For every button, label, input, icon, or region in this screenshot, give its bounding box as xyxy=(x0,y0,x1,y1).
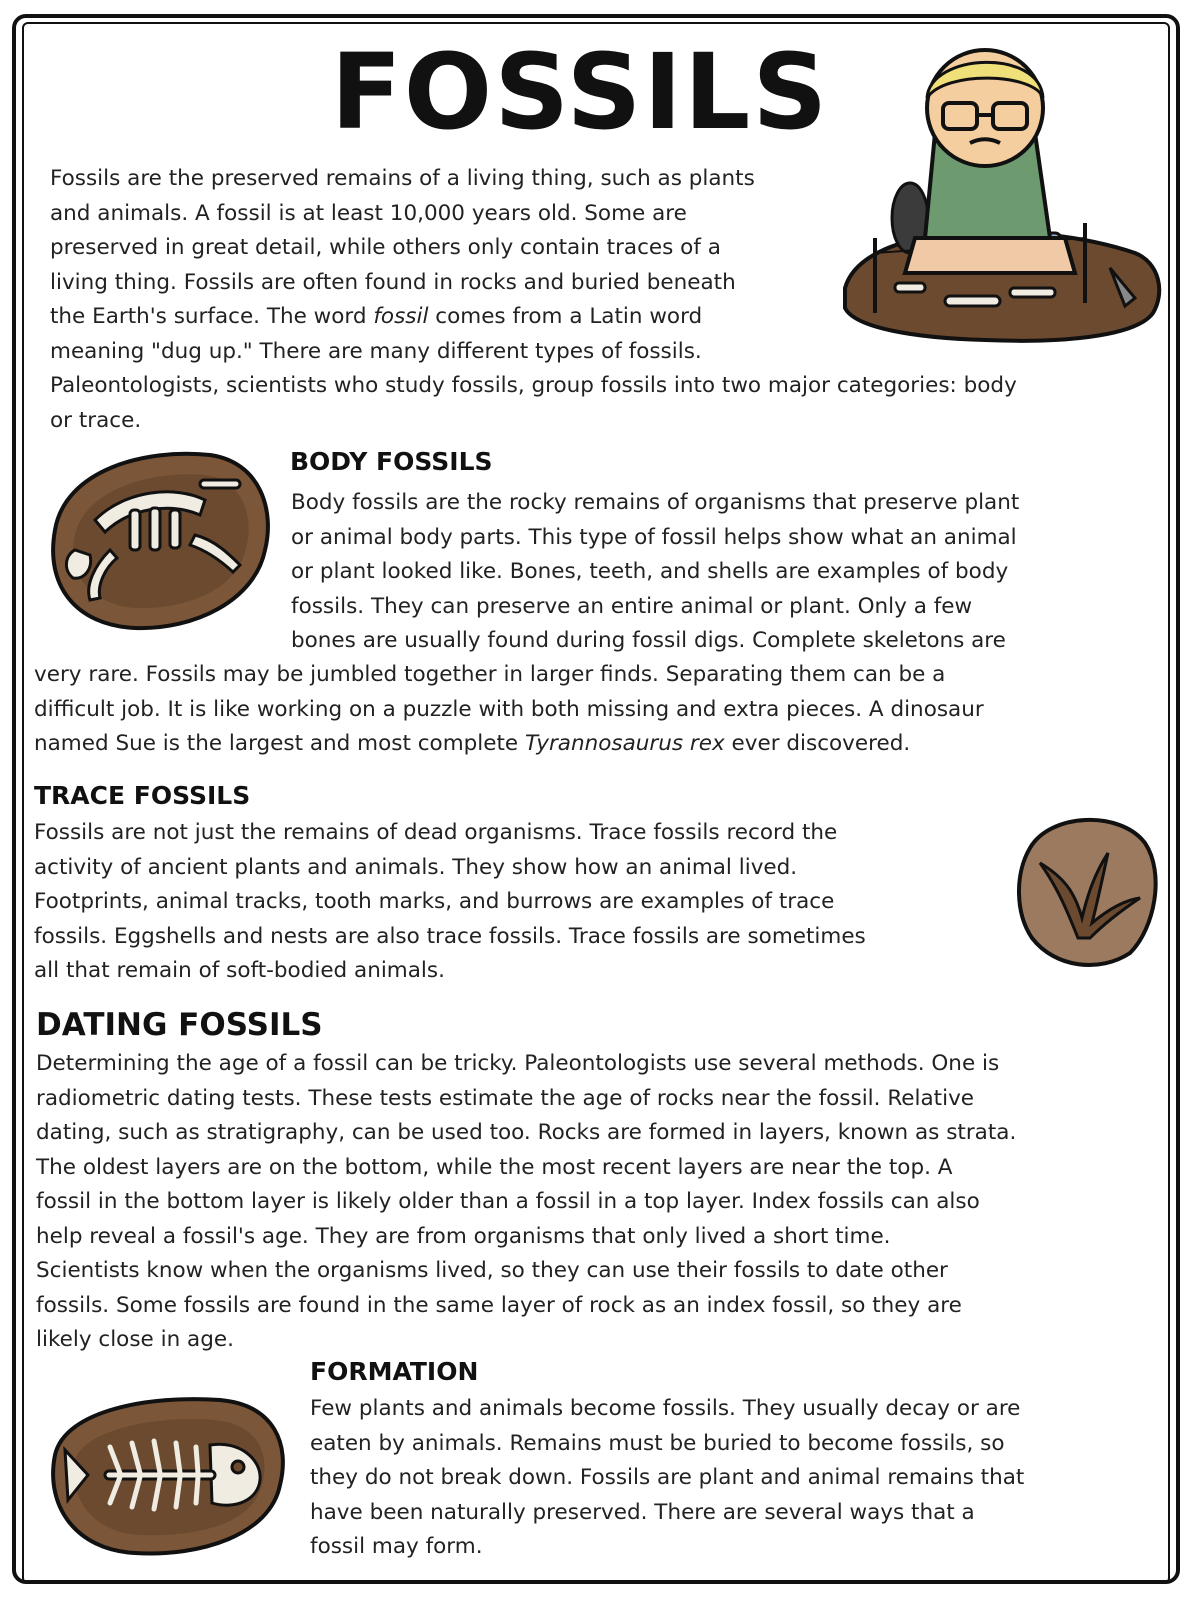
formation-line: fossil may form. xyxy=(310,1534,483,1559)
body-fossils-line: fossils. They can preserve an entire animal or plant. Only a few xyxy=(291,593,973,619)
body-fossils-paragraph-bottom xyxy=(34,658,1160,762)
dating-fossils-heading: DATING FOSSILS xyxy=(36,1007,323,1043)
dinosaur-skeleton-illustration xyxy=(35,440,275,640)
intro-line: Fossils are the preserved remains of a living thing, such as plants xyxy=(50,166,755,191)
fish-fossil-illustration xyxy=(40,1385,295,1565)
dating-fossils-line: fossils. Some fossils are found in the same layer of rock as an index fossil, so they are xyxy=(36,1292,962,1318)
trace-fossils-paragraph xyxy=(34,816,1024,989)
formation-line: eaten by animals. Remains must be buried to become fossils, so xyxy=(310,1430,1005,1456)
intro-line: meaning "dug up." There are many different types of fossils. xyxy=(50,338,702,364)
footprint-illustration xyxy=(1010,808,1160,968)
body-fossils-line: bones are usually found during fossil digs. Complete skeletons are xyxy=(291,628,1006,653)
trace-fossils-line: Fossils are not just the remains of dead organisms. Trace fossils record the xyxy=(34,820,838,845)
trace-fossils-line: activity of ancient plants and animals. They show how an animal lived. xyxy=(34,854,798,880)
dating-fossils-line: Determining the age of a fossil can be tricky. Paleontologists use several methods. One is xyxy=(36,1051,1000,1076)
intro-italic-word: fossil xyxy=(373,304,429,329)
trace-fossils-heading: TRACE FOSSILS xyxy=(34,781,251,810)
dating-fossils-line: radiometric dating tests. These tests estimate the age of rocks near the fossil. Relative xyxy=(36,1085,975,1111)
intro-paragraph xyxy=(50,162,1140,438)
trace-fossils-line: all that remain of soft-bodied animals. xyxy=(34,958,445,983)
intro-line: Paleontologists, scientists who study fossils, group fossils into two major categories: body xyxy=(50,373,1017,398)
intro-line: or trace. xyxy=(50,407,142,433)
body-fossils-line: named Sue is the largest and most complete xyxy=(34,731,525,756)
dating-fossils-line: The oldest layers are on the bottom, while the most recent layers are near the top. A xyxy=(36,1154,953,1180)
intro-line: comes from a Latin word xyxy=(428,304,703,329)
formation-paragraph xyxy=(310,1392,1135,1565)
intro-line: preserved in great detail, while others only contain traces of a xyxy=(50,235,721,260)
trace-fossils-line: fossils. Eggshells and nests are also trace fossils. Trace fossils are sometimes xyxy=(34,923,866,949)
species-name: Tyrannosaurus rex xyxy=(524,731,725,756)
trace-fossils-line: Footprints, animal tracks, tooth marks, and burrows are examples of trace xyxy=(34,889,835,914)
body-fossils-line: ever discovered. xyxy=(724,731,911,756)
dating-fossils-line: likely close in age. xyxy=(36,1327,234,1352)
body-fossils-line: or animal body parts. This type of fossil helps show what an animal xyxy=(291,524,1017,550)
intro-line: and animals. A fossil is at least 10,000 years old. Some are xyxy=(50,200,687,226)
formation-heading: FORMATION xyxy=(310,1357,479,1386)
intro-line: the Earth's surface. The word xyxy=(50,304,374,329)
dating-fossils-line: help reveal a fossil's age. They are from organisms that only lived a short time. xyxy=(36,1223,891,1249)
body-fossils-heading: BODY FOSSILS xyxy=(290,447,493,476)
formation-line: have been naturally preserved. There are several ways that a xyxy=(310,1499,975,1525)
formation-line: they do not break down. Fossils are plant and animal remains that xyxy=(310,1465,1025,1490)
dating-fossils-line: fossil in the bottom layer is likely older than a fossil in a top layer. Index fossils can also xyxy=(36,1189,980,1214)
body-fossils-line: difficult job. It is like working on a puzzle with both missing and extra pieces. A dinosaur xyxy=(34,696,984,722)
dating-fossils-line: dating, such as stratigraphy, can be used too. Rocks are formed in layers, known as strata. xyxy=(36,1120,1017,1145)
body-fossils-paragraph-top xyxy=(291,486,1161,659)
body-fossils-line: or plant looked like. Bones, teeth, and shells are examples of body xyxy=(291,559,1009,584)
intro-line: living thing. Fossils are often found in rocks and buried beneath xyxy=(50,269,736,295)
dating-fossils-paragraph xyxy=(36,1047,1166,1358)
page-title: FOSSILS xyxy=(330,31,830,153)
formation-line: Few plants and animals become fossils. They usually decay or are xyxy=(310,1396,1021,1421)
body-fossils-line: very rare. Fossils may be jumbled together in larger finds. Separating them can be a xyxy=(34,662,946,687)
dating-fossils-line: Scientists know when the organisms lived, so they can use their fossils to date other xyxy=(36,1258,948,1283)
body-fossils-line: Body fossils are the rocky remains of organisms that preserve plant xyxy=(291,490,1020,515)
